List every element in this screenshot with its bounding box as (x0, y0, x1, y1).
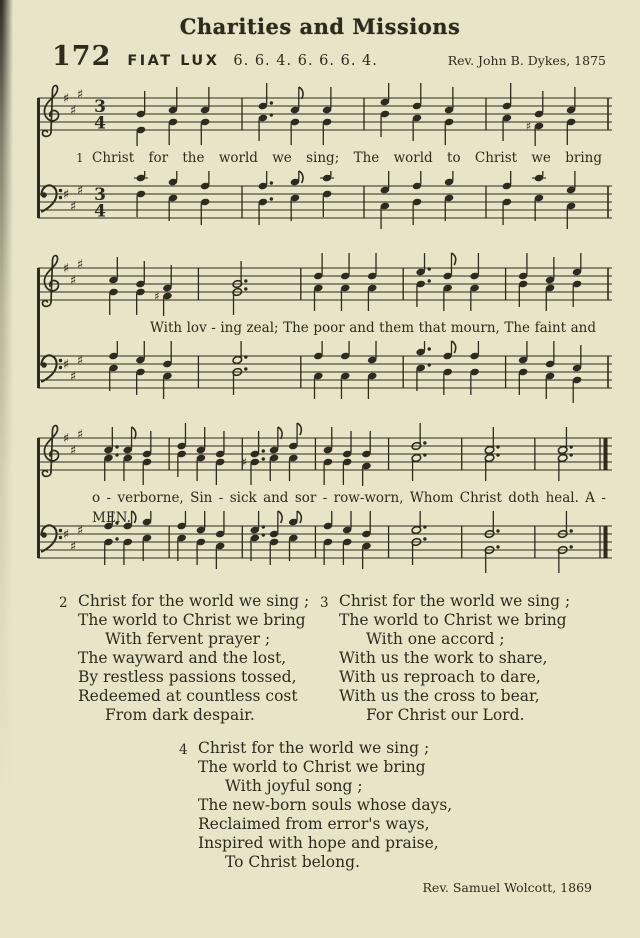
svg-text:♯: ♯ (62, 187, 70, 203)
treble-staff-2 (38, 250, 612, 318)
svg-text:♯: ♯ (76, 427, 84, 443)
verse-lines (78, 592, 339, 725)
verse-column-left (59, 592, 339, 725)
svg-text:♯: ♯ (525, 119, 532, 133)
verse-4-wrapper (179, 739, 640, 872)
verse-2 (59, 592, 339, 725)
svg-text:♯: ♯ (241, 455, 248, 469)
svg-text:3: 3 (94, 185, 106, 205)
verse-number: 4 (179, 742, 188, 758)
verse-line: To Christ belong. (225, 853, 360, 871)
bass-staff-2 (38, 338, 612, 406)
verse-line: Redeemed at countless cost (78, 687, 298, 705)
lyric-line-1: 1 Christ for the world we sing; The world to Christ we bring (76, 150, 602, 166)
author-credit: Rev. Samuel Wolcott, 1869 (422, 880, 592, 895)
bass-staff-1 (38, 168, 612, 236)
verse-line: With us reproach to dare, (339, 668, 541, 686)
verse-number: 2 (59, 595, 68, 611)
verse-line: For Christ our Lord. (366, 706, 525, 724)
composer-credit: Rev. John B. Dykes, 1875 (447, 53, 606, 68)
verse-line: With one accord ; (366, 630, 505, 648)
svg-text:♯: ♯ (69, 103, 77, 119)
svg-text:♯: ♯ (69, 443, 77, 459)
music-system-2 (38, 250, 612, 406)
verse-line: Christ for the world we sing ; (78, 592, 310, 610)
verse-lines (198, 739, 640, 872)
lyric-line-3: o - verborne, Sin - sick and sor - row-worn, Whom Christ doth heal. A - MEN. (92, 490, 606, 526)
section-header: Charities and Missions (179, 14, 461, 39)
svg-text:♯: ♯ (62, 527, 70, 543)
svg-text:4: 4 (94, 201, 106, 222)
svg-text:♯: ♯ (76, 257, 84, 273)
verse-number: 3 (320, 595, 329, 611)
verse-3 (320, 592, 600, 725)
verse-column-right (320, 592, 600, 725)
verse-line: With joyful song ; (225, 777, 363, 795)
verse-4 (179, 739, 640, 872)
verse-line: By restless passions tossed, (78, 668, 297, 686)
treble-staff-1 (38, 80, 612, 148)
verse-line: Christ for the world we sing ; (339, 592, 571, 610)
svg-text:♯: ♯ (69, 539, 77, 555)
verse-line: With us the cross to bear, (339, 687, 540, 705)
svg-text:♯: ♯ (62, 431, 70, 447)
svg-text:3: 3 (94, 97, 106, 117)
music-system-1 (38, 80, 612, 236)
verse-line: With us the work to share, (339, 649, 548, 667)
hymn-meter: 6. 6. 4. 6. 6. 6. 4. (233, 53, 378, 69)
svg-text:♯: ♯ (76, 87, 84, 103)
verse-line: The new-born souls whose days, (198, 796, 453, 814)
tune-name: FIAT LUX (127, 53, 220, 69)
svg-text:♯: ♯ (62, 357, 70, 373)
svg-text:♯: ♯ (69, 199, 77, 215)
lyric-line-2: With lov - ing zeal; The poor and them that mourn, The faint and (150, 320, 596, 336)
verse-line: The world to Christ we bring (339, 611, 567, 629)
verse-line: The world to Christ we bring (198, 758, 426, 776)
svg-text:♯: ♯ (76, 183, 84, 199)
svg-text:♯: ♯ (62, 91, 70, 107)
verse-line: The wayward and the lost, (78, 649, 287, 667)
verse-line: From dark despair. (105, 706, 255, 724)
lyric-verse-number: 1 (76, 151, 84, 165)
verses-row (59, 592, 600, 725)
svg-text:♯: ♯ (76, 523, 84, 539)
treble-staff-3 (38, 420, 612, 488)
hymn-title-row (52, 43, 606, 70)
svg-text:4: 4 (94, 113, 106, 134)
svg-text:♯: ♯ (154, 289, 160, 303)
verse-line: Reclaimed from error's ways, (198, 815, 430, 833)
svg-text:♯: ♯ (69, 369, 77, 385)
verse-lines (339, 592, 600, 725)
verse-line: The world to Christ we bring (78, 611, 306, 629)
verse-line: With fervent prayer ; (105, 630, 271, 648)
music-system-3 (38, 420, 612, 576)
svg-text:♯: ♯ (69, 273, 77, 289)
verse-line: Christ for the world we sing ; (198, 739, 430, 757)
verse-line: Inspired with hope and praise, (198, 834, 439, 852)
svg-text:♯: ♯ (62, 261, 70, 277)
svg-text:♯: ♯ (76, 353, 84, 369)
hymn-number: 172 (52, 41, 112, 72)
